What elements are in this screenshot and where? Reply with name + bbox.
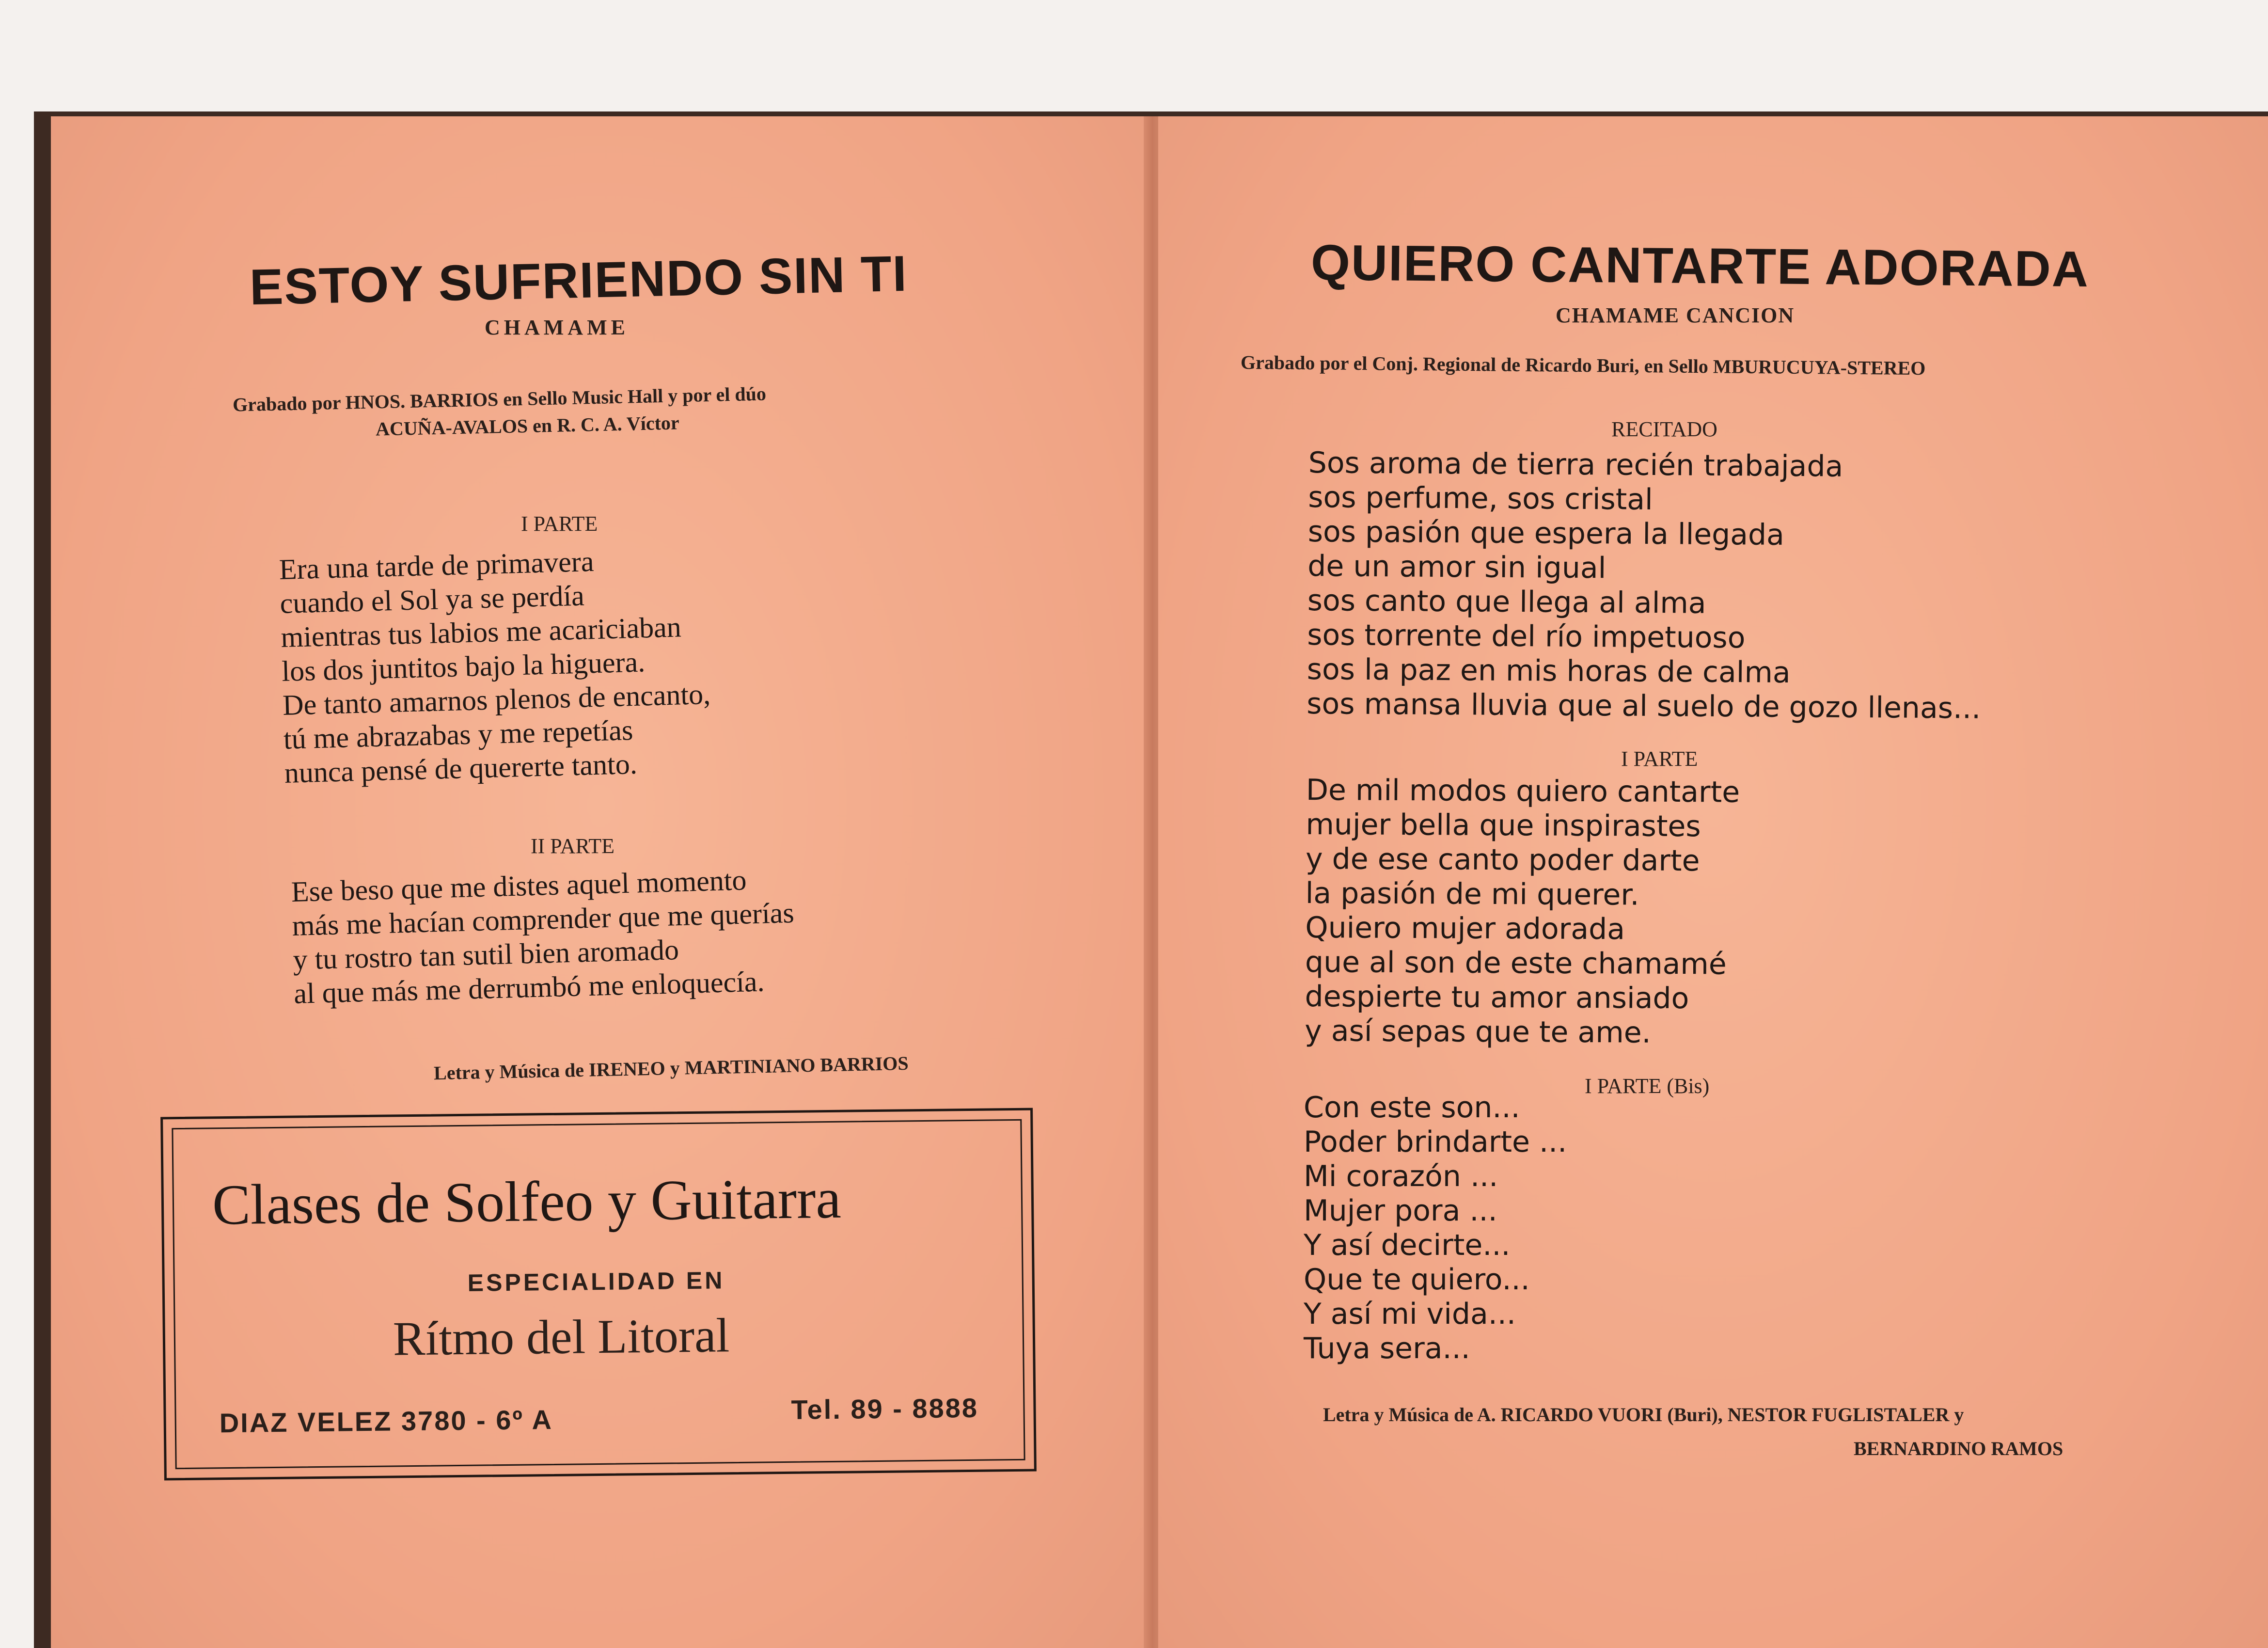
left-part2-verse: [291, 862, 796, 1011]
lyric-line: Y así decirte...: [1304, 1228, 1511, 1262]
lyric-line: cuando el Sol ya se perdía: [279, 579, 585, 619]
right-part1bis-verse: [1304, 1091, 1567, 1366]
right-authors-line2: BERNARDINO RAMOS: [1854, 1438, 2063, 1459]
lyric-line: la pasión de mi querer.: [1305, 876, 1639, 912]
lyric-line: sos canto que llega al alma: [1307, 583, 1706, 620]
left-part1-heading: I PARTE: [521, 512, 598, 536]
lyric-line: mujer bella que inspirastes: [1306, 807, 1701, 844]
lyric-line: mientras tus labios me acariciaban: [280, 611, 682, 653]
left-song-authors: Letra y Música de IRENEO y MARTINIANO BARRIOS: [433, 1052, 909, 1084]
ad-title: Clases de Solfeo y Guitarra: [212, 1166, 842, 1237]
advertisement-box: [160, 1108, 1037, 1481]
lyric-line: Con este son...: [1304, 1091, 1520, 1125]
lyric-line: De tanto amarnos plenos de encanto,: [282, 678, 711, 721]
left-song-title: ESTOY SUFRIENDO SIN TI: [249, 245, 908, 316]
lyric-line: Que te quiero...: [1304, 1263, 1530, 1297]
lyric-line: al que más me derrumbó me enloquecía.: [293, 965, 765, 1010]
right-part1-verse: [1305, 773, 1740, 1051]
lyric-line: De mil modos quiero cantarte: [1306, 773, 1740, 809]
ad-address: DIAZ VELEZ 3780 - 6º A: [219, 1404, 553, 1439]
ad-specialty-label: ESPECIALIDAD EN: [467, 1267, 725, 1297]
lyric-line: sos la paz en mis horas de calma: [1307, 652, 1791, 690]
lyric-line: y así sepas que te ame.: [1305, 1014, 1651, 1050]
lyric-line: sos mansa lluvia que al suelo de gozo llenas...: [1307, 686, 1981, 726]
lyric-line: despierte tu amor ansiado: [1305, 979, 1689, 1016]
right-credit: Grabado por el Conj. Regional de Ricardo Buri, en Sello MBURUCUYA-STEREO: [1240, 351, 1926, 380]
lyric-line: sos pasión que espera la llegada: [1307, 514, 1785, 552]
lyric-line: de un amor sin igual: [1307, 549, 1606, 586]
lyric-line: sos perfume, sos cristal: [1308, 480, 1653, 517]
right-authors-line1: Letra y Música de A. RICARDO VUORI (Buri), NESTOR FUGLISTALER y: [1323, 1404, 1964, 1426]
lyric-line: tú me abrazabas y me repetías: [283, 713, 634, 755]
left-part1-verse: [279, 541, 713, 790]
lyric-line: sos torrente del río impetuoso: [1307, 618, 1746, 655]
lyric-line: Sos aroma de tierra recién trabajada: [1308, 446, 1843, 484]
lyric-line: y de ese canto poder darte: [1305, 841, 1700, 878]
ad-specialty: Rítmo del Litoral: [393, 1308, 730, 1366]
left-part2-heading: II PARTE: [531, 834, 614, 858]
left-credit-line2: ACUÑA-AVALOS en R. C. A. Víctor: [375, 412, 680, 440]
lyric-line: más me hacían comprender que me querías: [291, 896, 795, 942]
lyric-line: Quiero mujer adorada: [1305, 910, 1625, 947]
right-part1bis-heading: I PARTE (Bis): [1585, 1074, 1710, 1098]
lyric-line: Poder brindarte ...: [1304, 1125, 1567, 1159]
lyric-line: Mi corazón ...: [1304, 1159, 1498, 1193]
lyric-line: Mujer pora ...: [1304, 1194, 1497, 1228]
lyric-line: Ese beso que me distes aquel momento: [291, 864, 747, 908]
lyric-line: Tuya sera...: [1304, 1331, 1470, 1365]
right-song-genre: CHAMAME CANCION: [1556, 303, 1795, 327]
left-song-genre: CHAMAME: [485, 316, 629, 339]
right-recitado-verse: [1307, 446, 1983, 726]
lyric-line: y tu rostro tan sutil bien aromado: [292, 934, 679, 976]
lyric-line: que al son de este chamamé: [1305, 945, 1727, 982]
lyric-line: nunca pensé de quererte tanto.: [284, 747, 638, 789]
lyric-line: Y así mi vida...: [1304, 1297, 1516, 1331]
right-song-title: QUIERO CANTARTE ADORADA: [1310, 234, 2090, 298]
lyric-line: Era una tarde de primavera: [279, 545, 595, 586]
left-credit-line1: Grabado por HNOS. BARRIOS en Sello Music Hall y por el dúo: [232, 382, 767, 416]
right-recitado-heading: RECITADO: [1611, 417, 1717, 441]
lyric-line: los dos juntitos bajo la higuera.: [281, 646, 646, 687]
right-part1-heading: I PARTE: [1621, 747, 1698, 771]
ad-phone: Tel. 89 - 8888: [791, 1392, 979, 1425]
